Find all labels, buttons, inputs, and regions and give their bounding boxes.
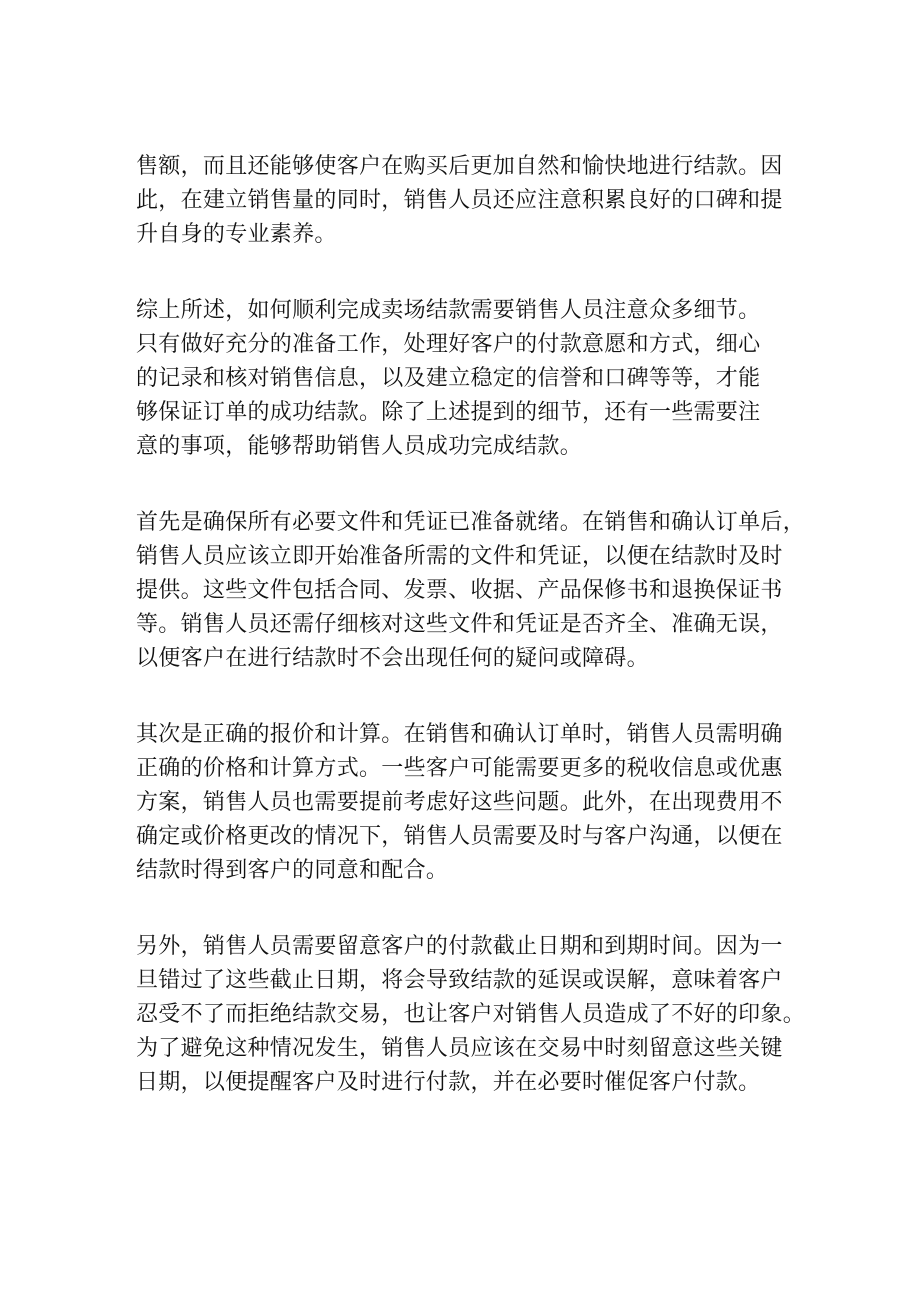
text-line: 的记录和核对销售信息，以及建立稳定的信誉和口碑等等，才能 [136,366,761,391]
text-line: 综上所述，如何顺利完成卖场结款需要销售人员注意众多细节。 [136,298,761,323]
text-line: 销售人员应该立即开始准备所需的文件和凭证，以便在结款时及时 [136,544,783,569]
text-line: 等。销售人员还需仔细核对这些文件和凭证是否齐全、准确无误， [136,612,783,637]
text-line: 此，在建立销售量的同时，销售人员还应注意积累良好的口碑和提 [136,188,783,213]
text-line: 其次是正确的报价和计算。在销售和确认订单时，销售人员需明确 [136,722,783,747]
paragraph-2 [136,294,816,464]
text-line: 只有做好充分的准备工作，处理好客户的付款意愿和方式，细心 [136,332,761,357]
text-line: 另外，销售人员需要留意客户的付款截止日期和到期时间。因为一 [136,934,783,959]
text-line: 结款时得到客户的同意和配合。 [136,858,449,883]
text-line: 意的事项，能够帮助销售人员成功完成结款。 [136,434,583,459]
text-line: 忍受不了而拒绝结款交易，也让客户对销售人员造成了不好的印象。 [136,1002,806,1027]
text-line: 升自身的专业素养。 [136,222,337,247]
text-line: 旦错过了这些截止日期，将会导致结款的延误或误解，意味着客户 [136,968,783,993]
paragraph-4 [136,718,816,888]
paragraph-5 [136,930,816,1100]
text-line: 提供。这些文件包括合同、发票、收据、产品保修书和退换保证书 [136,578,783,603]
text-line: 首先是确保所有必要文件和凭证已准备就绪。在销售和确认订单后， [136,510,806,535]
text-line: 日期，以便提醒客户及时进行付款，并在必要时催促客户付款。 [136,1070,761,1095]
text-line: 正确的价格和计算方式。一些客户可能需要更多的税收信息或优惠 [136,756,783,781]
paragraph-3 [136,506,816,676]
text-line: 够保证订单的成功结款。除了上述提到的细节，还有一些需要注 [136,400,761,425]
text-line: 以便客户在进行结款时不会出现任何的疑问或障碍。 [136,646,649,671]
text-line: 售额，而且还能够使客户在购买后更加自然和愉快地进行结款。因 [136,154,783,179]
text-line: 为了避免这种情况发生，销售人员应该在交易中时刻留意这些关键 [136,1036,783,1061]
document-body [136,150,816,1142]
text-line: 方案，销售人员也需要提前考虑好这些问题。此外，在出现费用不 [136,790,783,815]
text-line: 确定或价格更改的情况下，销售人员需要及时与客户沟通，以便在 [136,824,783,849]
paragraph-1 [136,150,816,252]
